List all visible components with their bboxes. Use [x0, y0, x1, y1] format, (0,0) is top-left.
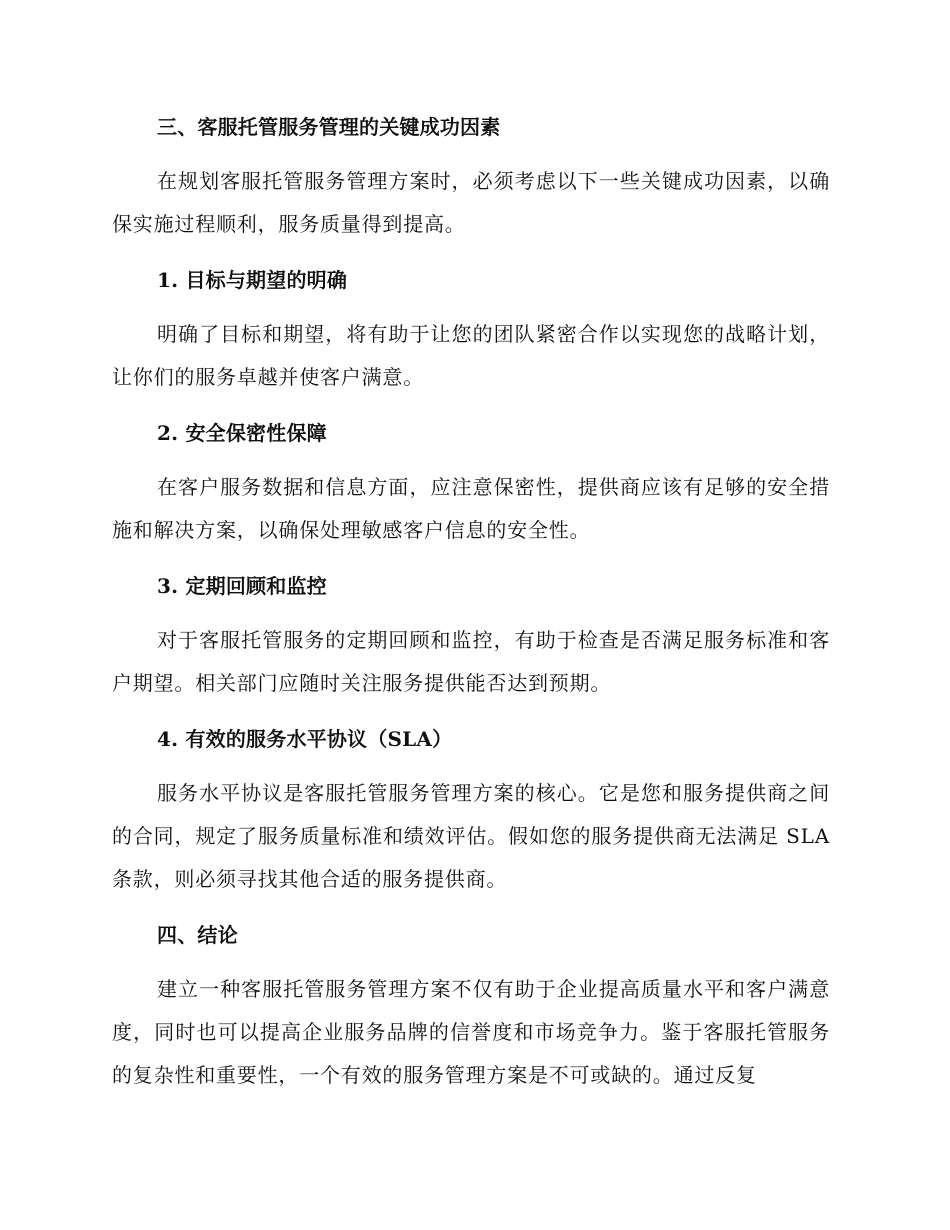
paragraph-review: 对于客服托管服务的定期回顾和监控，有助于检查是否满足服务标准和客户期望。相关部门应随时关注服务提供能否达到预期。 [112, 628, 830, 695]
subheading-regular-review: 3. 定期回顾和监控 [157, 574, 327, 598]
paragraph-intro: 在规划客服托管服务管理方案时，必须考虑以下一些关键成功因素，以确保实施过程顺利，服务质量得到提高。 [112, 169, 830, 236]
subheading-security-confidentiality: 2. 安全保密性保障 [157, 421, 327, 445]
paragraph-goals: 明确了目标和期望，将有助于让您的团队紧密合作以实现您的战略计划，让你们的服务卓越并使客户满意。 [112, 322, 830, 389]
section-heading-conclusion: 四、结论 [157, 923, 238, 947]
section-heading-key-success-factors: 三、客服托管服务管理的关键成功因素 [157, 115, 501, 139]
document-body [112, 110, 830, 1097]
paragraph-conclusion: 建立一种客服托管服务管理方案不仅有助于企业提高质量水平和客户满意度，同时也可以提高企业服务品牌的信誉度和市场竞争力。鉴于客服托管服务的复杂性和重要性，一个有效的服务管理方案是不可或缺的。通过反复 [112, 977, 830, 1087]
paragraph-sla: 服务水平协议是客服托管服务管理方案的核心。它是您和服务提供商之间的合同，规定了服务质量标准和绩效评估。假如您的服务提供商无法满足 SLA 条款，则必须寻找其他合适的服务提供商。 [112, 781, 830, 891]
subheading-sla: 4. 有效的服务水平协议（SLA） [157, 727, 453, 751]
paragraph-security: 在客户服务数据和信息方面，应注意保密性，提供商应该有足够的安全措施和解决方案，以确保处理敏感客户信息的安全性。 [112, 475, 830, 542]
subheading-goals-expectations: 1. 目标与期望的明确 [157, 268, 348, 292]
